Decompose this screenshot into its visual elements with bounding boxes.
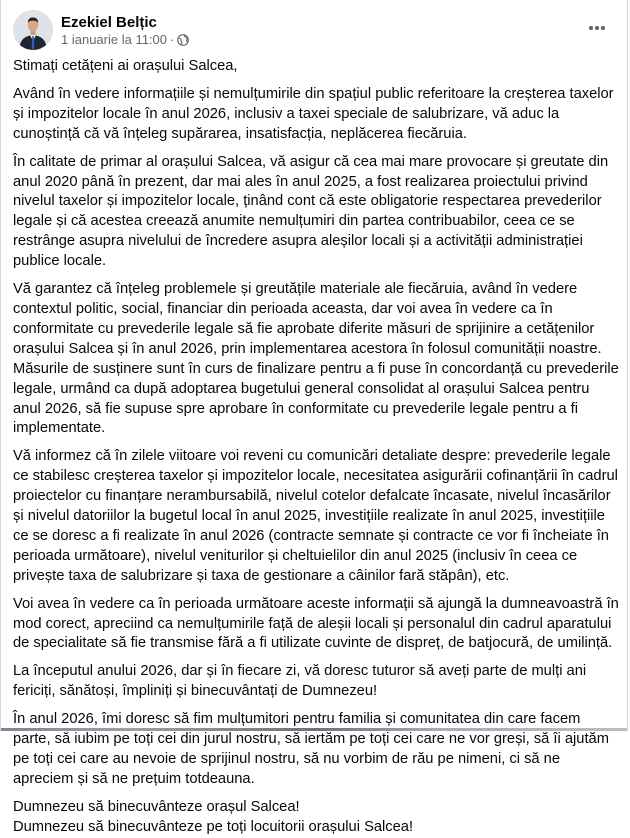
more-dot	[589, 26, 593, 30]
post-paragraph: În anul 2026, îmi doresc să fim mulțumitori pentru familia și comunitatea din care facem parte, să iubim pe toți cei din jurul nostru, să iertăm pe toți cei care ne vor greși, să îi ajutăm pe toți cei care au nevoie de sprijinul nostru, să nu vorbim de rău pe nimeni, ci să ne apreciem și să ne prețuim totdeauna.	[13, 711, 609, 787]
more-options-icon[interactable]	[583, 18, 611, 38]
post-paragraph: Având în vedere informațiile și nemulțumirile din spațiul public referitoare la creșterea taxelor și impozitelor locale în anul 2026, inclusiv a taxei speciale de salubrizare, vă aduc la cunoștință că vă înțeleg supărarea, insatisfacția, neplăcerea fiecăruia.	[13, 85, 614, 142]
post-meta	[61, 13, 189, 48]
avatar-photo	[13, 10, 53, 50]
post-body	[13, 57, 619, 838]
post-paragraph: În calitate de primar al orașului Salcea, vă asigur că cea mai mare provocare și greutate din anul 2020 până în prezent, dar mai ales în anul 2025, a fost realizarea proiectului privind nivelul taxelor și impozitelor locale, ținând cont că este obligatorie respectarea prevederilor legale și că acestea creează anumite nemulțumiri din partea contribuabilor, ceea ce se restrânge asupra nivelului de încredere asupra aleșilor locali și a activității administrației publice locale.	[13, 153, 609, 270]
globe-icon[interactable]	[177, 34, 189, 46]
meta-separator: ·	[170, 31, 175, 47]
post-paragraph: Vă informez că în zilele viitoare voi reveni cu comunicări detaliate despre: prevederile legale ce stabilesc creșterea taxelor și impozitelor locale, necesitatea asigurării cofinanțării în cadrul proiectelor cu finanțare nerambursabilă, nivelul cotelor defalcate încasate, nivelul încasărilor și nivelul datoriilor la bugetul local în anul 2025, investițiile realizate în anul 2025, investițiile ce se doresc a fi realizate în anul 2026 (contracte semnate și contracte ce vor fi încheiate în perioada următoare), nivelul veniturilor și cheltuielilor din anul 2025 (inclusiv în ceea ce privește taxa de salubrizare și taxa de gestionare a câinilor fară stăpân), etc.	[13, 448, 618, 584]
post-header	[13, 10, 615, 50]
closing-line: Dumnezeu să binecuvânteze pe toți locuitorii orașului Salcea!	[13, 818, 414, 835]
author-avatar[interactable]	[13, 10, 53, 50]
post-paragraph: Stimați cetățeni ai orașului Salcea,	[13, 58, 238, 74]
closing-line: Dumnezeu să binecuvânteze orașul Salcea!	[13, 798, 300, 815]
post-paragraph: Vă garantez că înțeleg problemele și greutățile materiale ale fiecăruia, având în vedere contextul politic, social, financiar din perioada aceasta, dar voi avea în vedere ca în conformitate cu prevederile legale să fie aprobate diferite măsuri de sprijinire a cetățenilor orașului Salcea și în anul 2026, prin implementarea acestora în folosul comunității noastre. Măsurile de susținere sunt în curs de finalizare pentru a fi puse în concordanță cu prevederile legale, urmând ca după adoptarea bugetului general consolidat al orașului Salcea pentru anul 2026, să fie supuse spre aprobare în conformitate cu prevederile legale pentru a fi implementate.	[13, 281, 619, 437]
post-paragraph: Voi avea în vedere ca în perioada următoare aceste informații să ajungă la dumneavoastră în mod corect, apreciind ca nemulțumirile față de aleșii locali și personalul din cadrul aparatului de specialitate să fie transmise fără a fi utilizate cuvinte de dispreț, de batjocură, de umilință.	[13, 595, 619, 652]
more-dot	[595, 26, 599, 30]
post-paragraph: La începutul anului 2026, dar și în fiecare zi, vă doresc tuturor să aveți parte de mulți ani fericiți, sănătoși, împliniți și binecuvântați de Dumnezeu!	[13, 663, 587, 700]
more-dot	[601, 26, 605, 30]
closing-block	[13, 798, 619, 838]
post-subtitle	[61, 32, 189, 48]
post-timestamp[interactable]: 1 ianuarie la 11:00	[61, 31, 168, 47]
author-name[interactable]: Ezekiel Belțic	[61, 13, 157, 31]
